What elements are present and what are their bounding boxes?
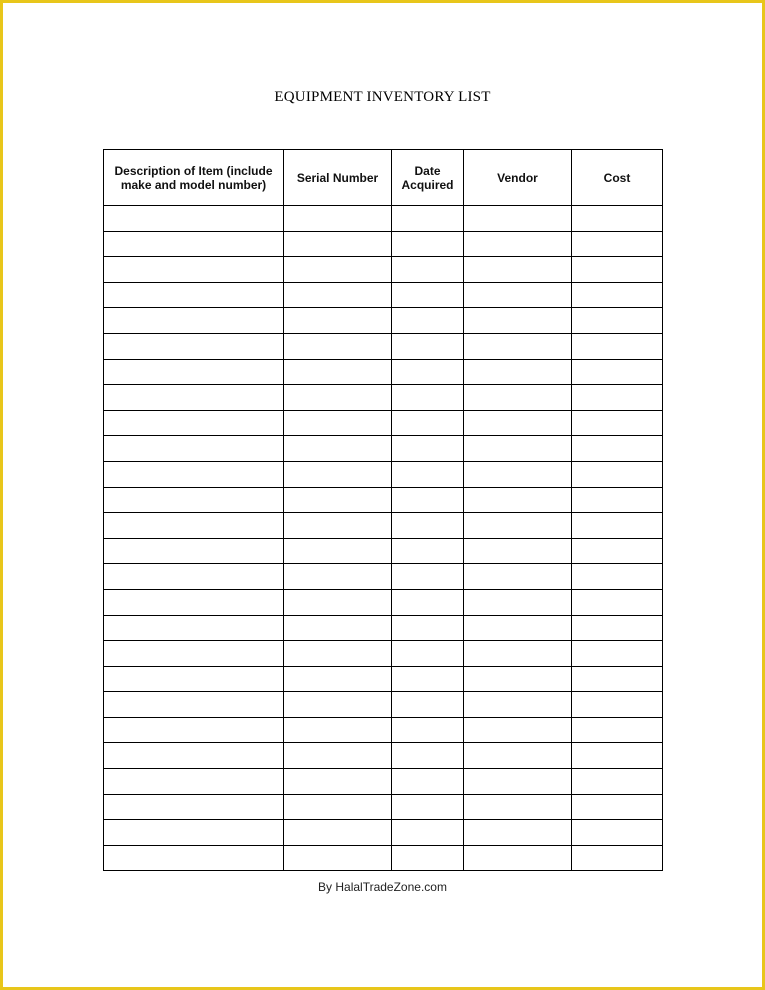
description-cell[interactable] (104, 769, 284, 795)
cost-cell[interactable] (572, 794, 663, 820)
date-acquired-cell[interactable] (392, 257, 464, 283)
table-row (104, 461, 663, 487)
vendor-cell[interactable] (464, 769, 572, 795)
footer-credit: By HalalTradeZone.com (318, 880, 447, 894)
cost-cell[interactable] (572, 641, 663, 667)
cost-cell[interactable] (572, 615, 663, 641)
serial-number-cell[interactable] (284, 333, 392, 359)
vendor-cell[interactable] (464, 589, 572, 615)
date-acquired-cell[interactable] (392, 769, 464, 795)
date-acquired-cell[interactable] (392, 794, 464, 820)
cost-cell[interactable] (572, 513, 663, 539)
table-row (104, 820, 663, 846)
vendor-cell[interactable] (464, 820, 572, 846)
table-row (104, 564, 663, 590)
date-acquired-cell[interactable] (392, 410, 464, 436)
table-row (104, 692, 663, 718)
serial-number-cell[interactable] (284, 257, 392, 283)
description-cell[interactable] (104, 333, 284, 359)
table-body (104, 206, 663, 871)
date-acquired-cell[interactable] (392, 717, 464, 743)
column-header-cost: Cost (572, 150, 663, 206)
serial-number-cell[interactable] (284, 513, 392, 539)
table-row (104, 615, 663, 641)
vendor-cell[interactable] (464, 615, 572, 641)
serial-number-cell[interactable] (284, 538, 392, 564)
table-row (104, 717, 663, 743)
vendor-cell[interactable] (464, 359, 572, 385)
serial-number-cell[interactable] (284, 385, 392, 411)
serial-number-cell[interactable] (284, 487, 392, 513)
cost-cell[interactable] (572, 257, 663, 283)
date-acquired-cell[interactable] (392, 308, 464, 334)
description-cell[interactable] (104, 666, 284, 692)
table-row (104, 436, 663, 462)
date-acquired-cell[interactable] (392, 487, 464, 513)
vendor-cell[interactable] (464, 231, 572, 257)
description-cell[interactable] (104, 308, 284, 334)
description-cell[interactable] (104, 282, 284, 308)
description-cell[interactable] (104, 692, 284, 718)
column-header-date-acquired: Date Acquired (392, 150, 464, 206)
page-title: EQUIPMENT INVENTORY LIST (274, 89, 491, 105)
vendor-cell[interactable] (464, 845, 572, 871)
cost-cell[interactable] (572, 333, 663, 359)
table-row (104, 385, 663, 411)
serial-number-cell[interactable] (284, 461, 392, 487)
vendor-cell[interactable] (464, 641, 572, 667)
cost-cell[interactable] (572, 743, 663, 769)
description-cell[interactable] (104, 615, 284, 641)
serial-number-cell[interactable] (284, 666, 392, 692)
table-row (104, 641, 663, 667)
table-row (104, 487, 663, 513)
vendor-cell[interactable] (464, 385, 572, 411)
cost-cell[interactable] (572, 666, 663, 692)
description-cell[interactable] (104, 487, 284, 513)
cost-cell[interactable] (572, 231, 663, 257)
description-cell[interactable] (104, 564, 284, 590)
cost-cell[interactable] (572, 845, 663, 871)
vendor-cell[interactable] (464, 257, 572, 283)
date-acquired-cell[interactable] (392, 461, 464, 487)
description-cell[interactable] (104, 743, 284, 769)
column-header-description: Description of Item (include make and model number) (104, 150, 284, 206)
serial-number-cell[interactable] (284, 436, 392, 462)
serial-number-cell[interactable] (284, 743, 392, 769)
date-acquired-cell[interactable] (392, 231, 464, 257)
date-acquired-cell[interactable] (392, 845, 464, 871)
vendor-cell[interactable] (464, 692, 572, 718)
vendor-cell[interactable] (464, 461, 572, 487)
table-row (104, 257, 663, 283)
table-row (104, 333, 663, 359)
vendor-cell[interactable] (464, 333, 572, 359)
column-header-serial-number: Serial Number (284, 150, 392, 206)
serial-number-cell[interactable] (284, 206, 392, 232)
vendor-cell[interactable] (464, 436, 572, 462)
table-row (104, 231, 663, 257)
description-cell[interactable] (104, 589, 284, 615)
cost-cell[interactable] (572, 487, 663, 513)
vendor-cell[interactable] (464, 410, 572, 436)
date-acquired-cell[interactable] (392, 820, 464, 846)
description-cell[interactable] (104, 231, 284, 257)
serial-number-cell[interactable] (284, 282, 392, 308)
description-cell[interactable] (104, 359, 284, 385)
date-acquired-cell[interactable] (392, 436, 464, 462)
description-cell[interactable] (104, 845, 284, 871)
description-cell[interactable] (104, 513, 284, 539)
serial-number-cell[interactable] (284, 589, 392, 615)
table-row (104, 308, 663, 334)
date-acquired-cell[interactable] (392, 641, 464, 667)
description-cell[interactable] (104, 436, 284, 462)
vendor-cell[interactable] (464, 487, 572, 513)
cost-cell[interactable] (572, 206, 663, 232)
date-acquired-cell[interactable] (392, 359, 464, 385)
serial-number-cell[interactable] (284, 692, 392, 718)
description-cell[interactable] (104, 206, 284, 232)
cost-cell[interactable] (572, 461, 663, 487)
cost-cell[interactable] (572, 385, 663, 411)
vendor-cell[interactable] (464, 513, 572, 539)
table-row (104, 513, 663, 539)
date-acquired-cell[interactable] (392, 564, 464, 590)
description-cell[interactable] (104, 257, 284, 283)
date-acquired-cell[interactable] (392, 666, 464, 692)
table-row (104, 589, 663, 615)
serial-number-cell[interactable] (284, 769, 392, 795)
date-acquired-cell[interactable] (392, 385, 464, 411)
vendor-cell[interactable] (464, 206, 572, 232)
vendor-cell[interactable] (464, 794, 572, 820)
cost-cell[interactable] (572, 308, 663, 334)
header-row (104, 150, 663, 206)
serial-number-cell[interactable] (284, 641, 392, 667)
date-acquired-cell[interactable] (392, 206, 464, 232)
serial-number-cell[interactable] (284, 564, 392, 590)
table-row (104, 794, 663, 820)
table-row (104, 359, 663, 385)
cost-cell[interactable] (572, 820, 663, 846)
cost-cell[interactable] (572, 692, 663, 718)
column-header-vendor: Vendor (464, 150, 572, 206)
cost-cell[interactable] (572, 564, 663, 590)
description-cell[interactable] (104, 410, 284, 436)
table-row (104, 845, 663, 871)
date-acquired-cell[interactable] (392, 513, 464, 539)
serial-number-cell[interactable] (284, 308, 392, 334)
date-acquired-cell[interactable] (392, 589, 464, 615)
serial-number-cell[interactable] (284, 717, 392, 743)
cost-cell[interactable] (572, 436, 663, 462)
description-cell[interactable] (104, 641, 284, 667)
date-acquired-cell[interactable] (392, 538, 464, 564)
serial-number-cell[interactable] (284, 820, 392, 846)
date-acquired-cell[interactable] (392, 743, 464, 769)
vendor-cell[interactable] (464, 564, 572, 590)
cost-cell[interactable] (572, 589, 663, 615)
description-cell[interactable] (104, 794, 284, 820)
table-row (104, 666, 663, 692)
date-acquired-cell[interactable] (392, 615, 464, 641)
table-row (104, 410, 663, 436)
cost-cell[interactable] (572, 282, 663, 308)
table-row (104, 769, 663, 795)
cost-cell[interactable] (572, 410, 663, 436)
table-row (104, 282, 663, 308)
cost-cell[interactable] (572, 769, 663, 795)
date-acquired-cell[interactable] (392, 282, 464, 308)
vendor-cell[interactable] (464, 308, 572, 334)
serial-number-cell[interactable] (284, 615, 392, 641)
table-row (104, 743, 663, 769)
vendor-cell[interactable] (464, 282, 572, 308)
serial-number-cell[interactable] (284, 845, 392, 871)
description-cell[interactable] (104, 717, 284, 743)
table-row (104, 206, 663, 232)
table-row (104, 538, 663, 564)
date-acquired-cell[interactable] (392, 333, 464, 359)
vendor-cell[interactable] (464, 538, 572, 564)
description-cell[interactable] (104, 820, 284, 846)
description-cell[interactable] (104, 461, 284, 487)
vendor-cell[interactable] (464, 666, 572, 692)
cost-cell[interactable] (572, 538, 663, 564)
vendor-cell[interactable] (464, 743, 572, 769)
cost-cell[interactable] (572, 717, 663, 743)
description-cell[interactable] (104, 385, 284, 411)
description-cell[interactable] (104, 538, 284, 564)
serial-number-cell[interactable] (284, 231, 392, 257)
date-acquired-cell[interactable] (392, 692, 464, 718)
serial-number-cell[interactable] (284, 410, 392, 436)
cost-cell[interactable] (572, 359, 663, 385)
inventory-table (103, 149, 663, 871)
serial-number-cell[interactable] (284, 794, 392, 820)
vendor-cell[interactable] (464, 717, 572, 743)
serial-number-cell[interactable] (284, 359, 392, 385)
